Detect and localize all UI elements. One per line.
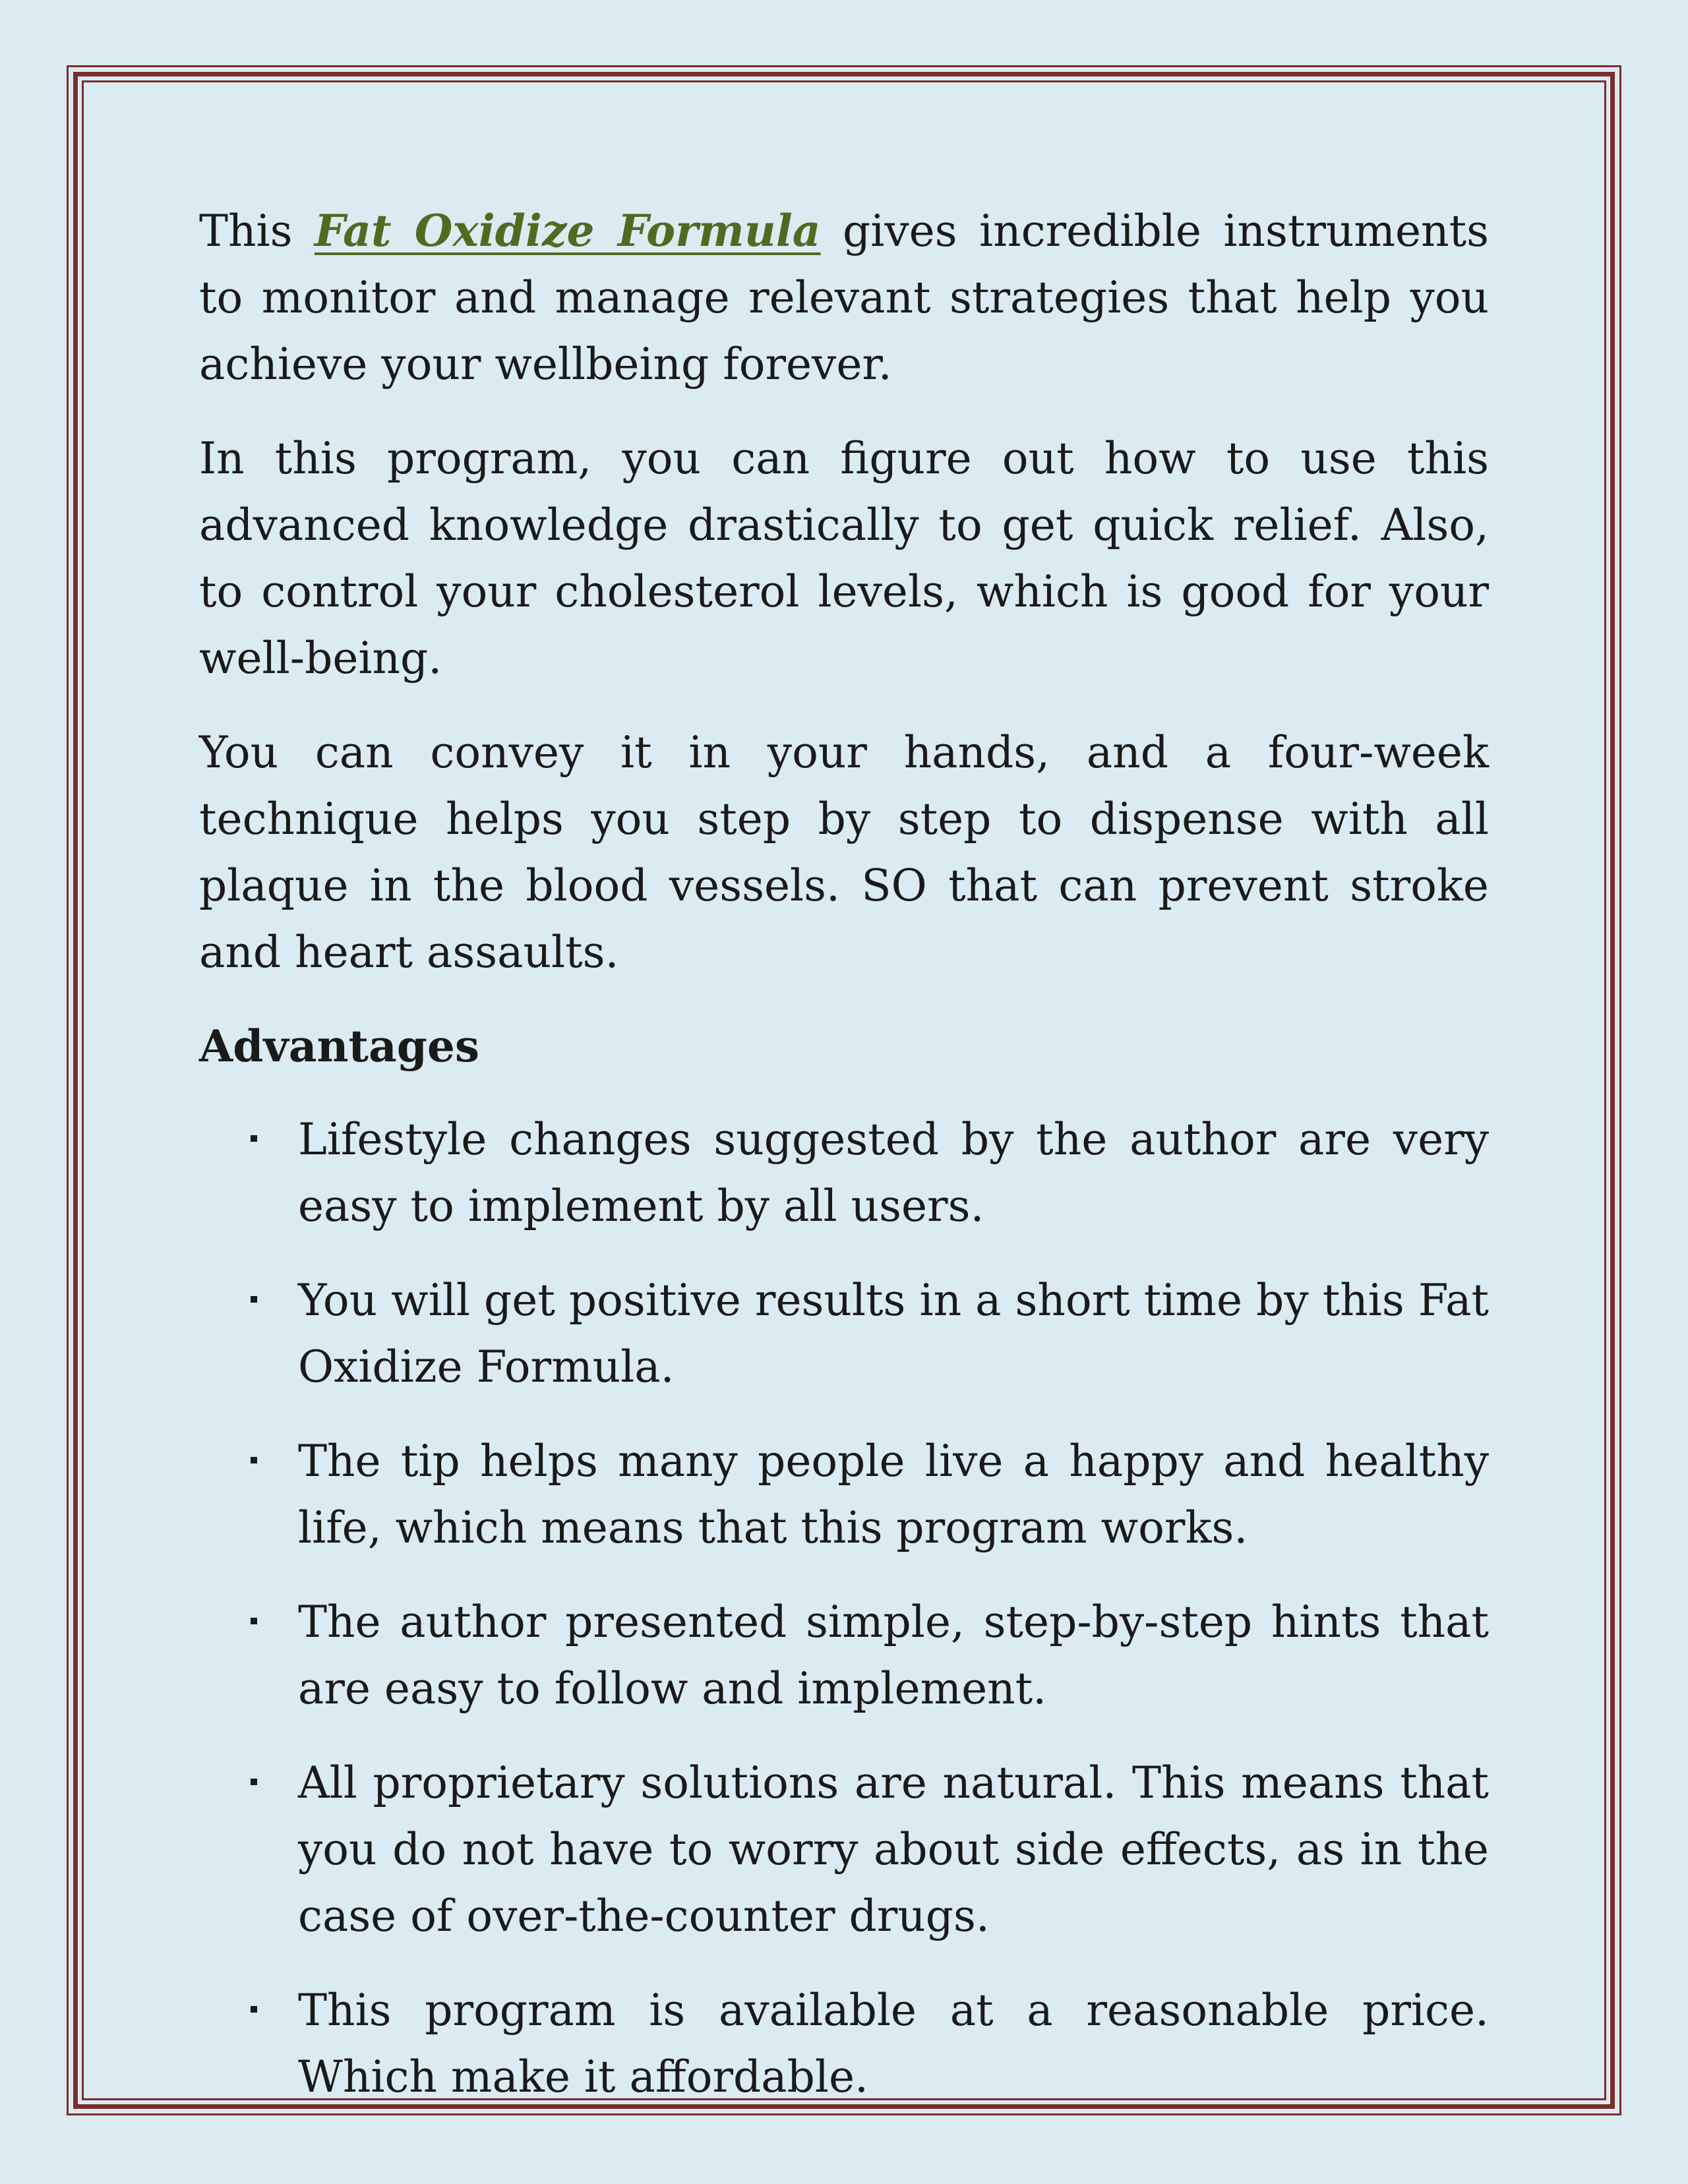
bullet-icon [251,1135,257,1142]
list-item-text: You will get positive results in a short time by this Fat Oxidize Formula. [298,1275,1489,1392]
list-item [199,1428,1489,1561]
technique-paragraph: You can convey it in your hands, and a four-week technique helps you step by step to dispense with all plaque in the blood vessels. SO that can prevent stroke and heart assaults. [199,727,1489,978]
list-item [199,1589,1489,1722]
bullet-icon [251,2006,257,2013]
intro-suffix: gives incredible instruments to monitor and manage relevant strategies that help you achieve your wellbeing forever. [199,206,1489,390]
list-item [199,1750,1489,1949]
program-paragraph: In this program, you can figure out how to use this advanced knowledge drastically to get quick relief. Also, to control your cholesterol levels, which is good for your well-being. [199,433,1489,684]
intro-paragraph [199,198,1489,398]
document-body [199,198,1489,2138]
advantages-list [199,1106,1489,2110]
advantages-heading: Advantages [199,1020,480,1072]
list-item [199,1267,1489,1400]
bullet-icon [251,1618,257,1624]
bullet-icon [251,1779,257,1785]
list-item-text: This program is available at a reasonable price. Which make it affordable. [298,1985,1489,2102]
bullet-icon [251,1457,257,1463]
intro-prefix: This [199,206,293,256]
fat-oxidize-formula-link[interactable]: Fat Oxidize Formula [314,205,821,256]
list-item-text: Lifestyle changes suggested by the author are very easy to implement by all users. [298,1114,1489,1231]
list-item [199,1977,1489,2110]
bullet-icon [251,1296,257,1303]
list-item-text: The author presented simple, step-by-step hints that are easy to follow and implement. [298,1597,1489,1714]
list-item-text: All proprietary solutions are natural. This means that you do not have to worry about side effects, as in the case of over-the-counter drugs. [298,1757,1489,1941]
list-item-text: The tip helps many people live a happy and healthy life, which means that this program works. [298,1436,1489,1553]
list-item [199,1106,1489,1239]
